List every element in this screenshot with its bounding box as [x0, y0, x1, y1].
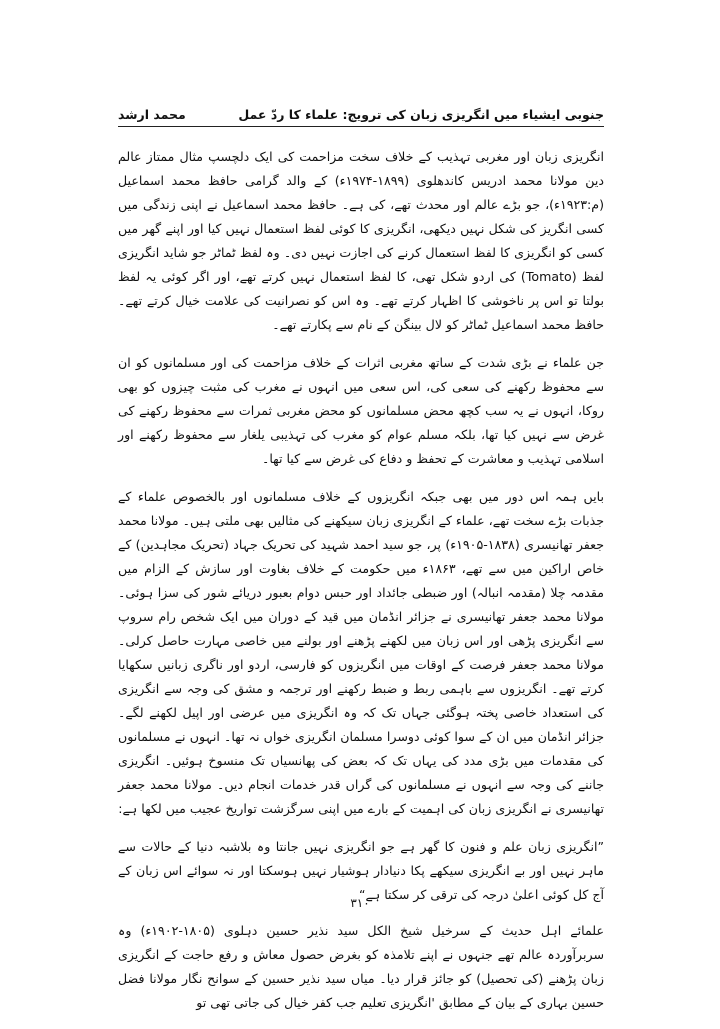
running-header	[118, 104, 604, 124]
paragraph-4: علمائے اہل حدیث کے سرخیل شیخ الکل سید نذیر حسین دہلوی (۱۸۰۵-۱۹۰۲ء) وہ سربرآوردہ عالم تھے جنہوں نے اپنے تلامذہ کو بغرض حصول معاش و رفع حاجت کے انگریزی زبان پڑھنے (کی تحصیل) کو جائز قرار دیا۔ میاں سید نذیر حسین کے سوانح نگار مولانا فضل حسین بہاری کے بیان کے مطابق 'انگریزی تعلیم جب کفر خیال کی جاتی تھی تو	[118, 923, 604, 1010]
paragraph-2: جن علماء نے بڑی شدت کے ساتھ مغربی اثرات کے خلاف مزاحمت کی اور مسلمانوں کو ان سے محفوظ رکھنے کی سعی کی، اس سعی میں انہوں نے مغرب کی مثبت چیزوں کو بھی روکا، انہوں نے یہ سب کچھ محض مسلمانوں کو محض مغربی ثمرات سے محفوظ رکھنے کی غرض سے نہیں کیا تھا، بلکہ مسلم عوام کو مغرب کی تہذیبی یلغار سے محفوظ رکھنے اور اسلامی تہذیب و معاشرت کے تحفظ و دفاع کی غرض سے کیا تھا۔	[118, 355, 604, 466]
header-rule	[118, 126, 604, 127]
paragraph-1: انگریزی زبان اور مغربی تہذیب کے خلاف سخت مزاحمت کی ایک دلچسپ مثال ممتاز عالم دین مولانا محمد ادریس کاندھلوی (۱۸۹۹-۱۹۷۴ء) کے والد گرامی حافظ محمد اسماعیل (م:۱۹۲۳ء)، جو بڑے عالم اور محدث تھے، کی ہے۔ حافظ محمد اسماعیل نے اپنی زندگی میں کسی انگریز کی شکل نہیں دیکھی، انگریزی کا کوئی لفظ استعمال نہیں کیا اور اپنے گھر میں کسی کو انگریزی کا لفظ استعمال کرنے کی اجازت نہیں دی۔ وہ لفظ ٹماٹر جو شاید انگریزی لفظ (Tomato) کی اردو شکل تھی، کا لفظ استعمال نہیں کرتے تھے، اور اگر کوئی یہ لفظ بولتا تو اس پر ناخوشی کا اظہار کرتے تھے۔ وہ اس کو نصرانیت کی علامت خیال کرتے تھے۔ حافظ محمد اسماعیل ٹماٹر کو لال بینگن کے نام سے پکارتے تھے۔	[118, 149, 604, 332]
paragraph-3: بایں ہمہ اس دور میں بھی جبکہ انگریزوں کے خلاف مسلمانوں اور بالخصوص علماء کے جذبات بڑے سخت تھے، علماء کے انگریزی زبان سیکھنے کی مثالیں بھی ملتی ہیں۔ مولانا محمد جعفر تھانیسری (۱۸۳۸-۱۹۰۵ء) پر، جو سید احمد شہید کی تحریک جہاد (تحریک مجاہدین) کے خاص اراکین میں سے تھے، ۱۸۶۳ء میں حکومت کے خلاف بغاوت اور سازش کے الزام میں مقدمہ چلا (مقدمہ انبالہ) اور ضبطی جائداد اور حبس دوام بعبور دریائے شور کی سزا ہوئی۔ مولانا محمد جعفر تھانیسری نے جزائر انڈمان میں قید کے دوران میں ایک شخص رام سروپ سے انگریزی پڑھی اور اس زبان میں لکھنے پڑھنے اور بولنے میں خاصی مہارت حاصل کرلی۔ مولانا محمد جعفر فرصت کے اوقات میں انگریزوں کو فارسی، اردو اور ناگری زبانیں سکھایا کرتے تھے۔ انگریزوں سے باہمی ربط و ضبط رکھنے اور ترجمہ و مشق کی وجہ سے انگریزی کی استعداد خاصی پختہ ہوگئی جہاں تک کہ وہ انگریزی میں عرضی اور اپیل لکھنے لگے۔ جزائر انڈمان میں ان کے سوا کوئی دوسرا مسلمان انگریزی خواں نہ تھا۔ انہوں نے مسلمانوں کی مقدمات میں بڑی مدد کی یہاں تک کہ بعض کی پھانسیاں تک منسوخ ہوئیں۔ انگریزی جاننے کی وجہ سے انہوں نے مسلمانوں کی گراں قدر خدمات انجام دیں۔ مولانا محمد جعفر تھانیسری نے انگریزی زبان کی اہمیت کے بارے میں اپنی سرگزشت تواریخ عجیب میں لکھا ہے:	[118, 489, 604, 816]
page-number: ۳۱۰	[350, 896, 370, 910]
block-quote: ”انگریزی زبان علم و فنون کا گھر ہے جو انگریزی نہیں جانتا وہ بلاشبہ دنیا کے حالات سے ماہر نہیں اور بے انگریزی سیکھے پکا دنیادار ہوشیار نہیں ہوسکتا اور نہ سوائے اس زبان کے آج کل کوئی اعلیٰ درجہ کی ترقی کر سکتا ہے“	[118, 839, 604, 902]
header-title: جنوبی ایشیاء میں انگریزی زبان کی ترویج: علماء کا ردّ عمل	[238, 106, 604, 122]
header-author: محمد ارشد	[118, 106, 186, 122]
